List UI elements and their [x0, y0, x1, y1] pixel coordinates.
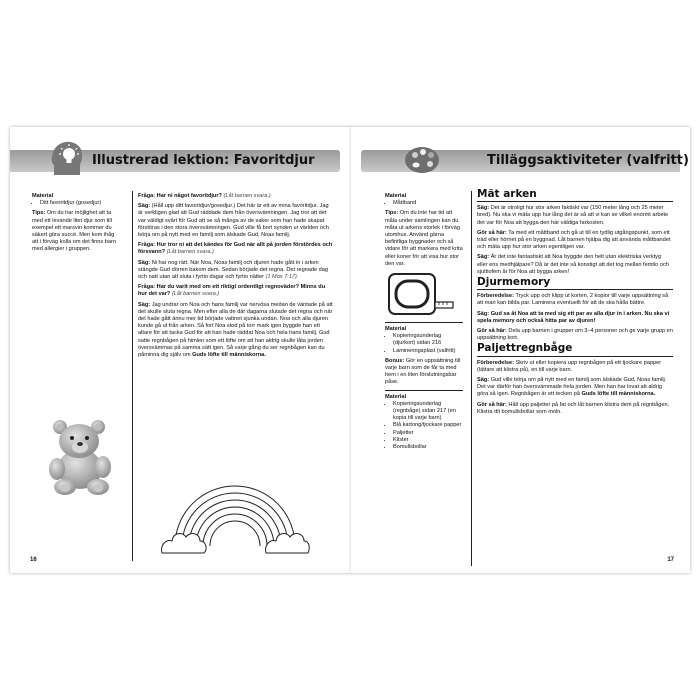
- para-label: Gör så här:: [477, 229, 507, 236]
- bonus-label: Bonus:: [385, 357, 405, 364]
- paint-palette-icon: [403, 144, 441, 176]
- activity-paragraph: [477, 230, 673, 252]
- tips-paragraph: [32, 210, 120, 253]
- para-text: Har ni något favoritdjur?: [156, 193, 222, 199]
- teddy-bear-illustration: [40, 417, 120, 497]
- para-label: Säg:: [138, 203, 151, 210]
- para-text: Gud ville börja om på nytt med en familj som älskade Gud, Noas familj. Det var därför han översvämmade hela jorden. Men han har lovat att aldrig göra så igen. Regnbågen är ett tecken på: [477, 377, 667, 398]
- section-rule: [477, 356, 673, 357]
- material-item: • Kopieringsunderlag (djurkort) sidan 216: [393, 333, 463, 347]
- material-list: [32, 200, 120, 207]
- para-text: (Håll upp ditt favoritdjur/gosedjur.) Det här är ett av mina favoritdjur. Jag är verkligen glad att Gud räddade dem från översvämningen. Jag tror att det var väldigt svårt för Gud att se så många av de saker som han hade skapat förstöras i den stora översvämningen. Gud ville få bort synden ur världen och börja om på nytt med en familj som älskade Gud, Noas familj.: [138, 203, 329, 239]
- para-label: Fråga:: [138, 284, 156, 291]
- activity-paragraph: [477, 377, 673, 399]
- tape-measure-illustration: [387, 272, 455, 316]
- para-note: (Låt barnen svara.): [171, 291, 220, 298]
- para-label: Gör så här:: [477, 328, 507, 335]
- para-note: (Låt barnen svara.): [223, 193, 271, 199]
- para-text: Tryck upp och klipp ut korten, 2 kopior till varje uppsättning så att man kan bilda par. Laminera eventuellt för att de ska hålla bättre.: [477, 293, 669, 307]
- activity-paragraph: [477, 205, 673, 227]
- section-divider: [385, 322, 463, 323]
- activities-text: [477, 189, 673, 419]
- tips-paragraph: [385, 210, 463, 268]
- page-title: Tilläggsaktiviteter (valfritt): [487, 153, 689, 168]
- material-label: Material: [385, 193, 407, 199]
- para-label: Fråga:: [138, 242, 156, 249]
- para-text: Dela upp barnen i grupper om 3–4 personer och ge varje grupp en uppsättning kort.: [477, 328, 673, 342]
- para-text: Gud sa åt Noa att ta med sig ett par av alla djur in i arken. Nu ska vi spela memory och också hitta par av djuren!: [477, 310, 670, 324]
- section-title: Mät arken: [477, 188, 537, 200]
- tips-label: Tips:: [385, 210, 399, 217]
- para-label: Säg:: [477, 254, 490, 261]
- activity-paragraph: [477, 254, 673, 276]
- para-text: Hur tror ni att det kändes för Gud när allt på jorden förstördes och försvann?: [138, 242, 333, 256]
- tips-text: Om du har möjlighet att ta med ett levande litet djur som till exempel ett marsvin kommer du säkert göra succé. Men kom ihåg att i förväg kolla om det finns barn med allergier i gruppen.: [32, 210, 116, 253]
- rainbow-illustration: [160, 461, 310, 561]
- para-label: Säg:: [477, 310, 490, 317]
- para-note: (1 Mos 7:17).: [265, 274, 299, 281]
- lesson-paragraph: [138, 193, 334, 200]
- section-title: Djurmemory: [477, 276, 551, 289]
- para-text: Har du varit med om ett riktigt ordentligt regnoväder? Minns du hur det var?: [138, 284, 326, 298]
- tips-text: Om du inte har tid att måla under samlingen kan du måta ut arkens storlek i förväg utomhus. Använd gärna befintliga byggnader och så vidare för att markera med krita eller koner för att visa hur stor den var.: [385, 210, 463, 267]
- page-number: 17: [667, 557, 674, 563]
- tips-label: Tips:: [32, 210, 46, 217]
- para-label: Säg:: [138, 259, 151, 266]
- para-text: Ni har nog rätt. När Noa, Noas familj och djuren hade gått in i arken stängde Gud dörren bakom dem. Sedan började det regna. Det regnade dag och natt utan att sluta i fyrtio dagar och fyrtio nätter: [138, 259, 329, 281]
- lesson-paragraph: [138, 203, 334, 239]
- left-sidebar: [32, 193, 120, 257]
- right-sidebar: [385, 193, 463, 454]
- right-page: [351, 127, 690, 573]
- activity-paragraph: [477, 311, 673, 325]
- material-item: • Paljetter: [393, 430, 463, 437]
- para-text: Jag undrar om Noa och hans familj var nervösa medan de väntade på att det skulle sluta regna. Men efter alla de där dagarna slutade det regna och när det hade gått ännu mer tid började vattnet sjunka undan. Noa och alla djuren kunde gå ut från arken. Så fort Noa stod på torr mark igen byggde han ett altare för att tacka Gud för att han hade räddat Noa och hela hans familj. Gud satte regnbågen på himlen som ett löfte om att han aldrig skulle låta jorden översvämmas på samma sätt igen. Så varje gång du ser regnbågen kan du påminna dig själv om: [138, 301, 333, 359]
- lightbulb-head-icon: [48, 139, 86, 177]
- lesson-paragraph: [138, 242, 334, 256]
- material-item: • Måttband: [393, 200, 463, 207]
- material-item: • Klister: [393, 437, 463, 444]
- material-item: • Ditt favoritdjur (gosedjur): [40, 200, 120, 207]
- bonus-text: Gör en uppsättning till varje barn som de får ta med hem i en liten förslutningsbar påse.: [385, 357, 461, 386]
- lesson-paragraph: [138, 284, 334, 298]
- para-label: Förberedelse:: [477, 293, 514, 300]
- lesson-text: [138, 193, 334, 362]
- page-title: Illustrerad lektion: Favoritdjur: [92, 153, 315, 168]
- material-label: Material: [32, 193, 54, 199]
- para-text: Är det inte fantastiskt att Noa byggde den helt utan elektriska verktyg eller ens medhjälpare? Då är det inte så konstigt att det tog mellan femtio och sjuttiofem år för Noa att bygga arken!: [477, 254, 669, 275]
- para-text: Håll upp paljetter på fat och låt barnen klistra dem på regnbågen. Klistra dit bomullsbollar som moln.: [477, 401, 670, 415]
- column-divider: [132, 191, 133, 561]
- material-list: [385, 200, 463, 207]
- activity-paragraph: [477, 328, 673, 342]
- para-text: Skriv ut eller kopiera upp regnbågen på ett tjockare papper (lättare att klistra på), en till varje barn.: [477, 359, 662, 373]
- left-page: [10, 127, 349, 573]
- material-label: Material: [385, 326, 407, 333]
- material-label: Material: [385, 393, 407, 400]
- section-rule: [477, 201, 673, 202]
- lesson-paragraph: [138, 260, 334, 282]
- material-list: [385, 401, 463, 451]
- section-divider: [385, 390, 463, 391]
- material-item: • Kopieringsunderlag (regnbåge) sidan 217 (en kopia till varje barn): [393, 401, 463, 423]
- activity-paragraph: [477, 293, 673, 307]
- book-spread: [10, 127, 690, 573]
- material-item: • Bomullsbollar: [393, 444, 463, 451]
- material-item: • Lamineringsplast (valfritt): [393, 348, 463, 355]
- para-bold-tail: Guds löfte till människorna.: [581, 391, 656, 398]
- page-number: 16: [30, 557, 37, 563]
- material-list: [385, 333, 463, 355]
- para-bold-tail: Guds löfte till människorna.: [192, 352, 266, 359]
- activity-paragraph: [477, 402, 673, 416]
- para-label: Fråga:: [138, 193, 156, 199]
- lesson-paragraph: [138, 302, 334, 360]
- para-label: Gör så här:: [477, 401, 507, 408]
- para-text: Ta med ett måttband och gå ut till en tydlig utgångspunkt, som ett träd eller hörnet på en byggnad. Låt barnen hjälpa dig att använda måttbandet och mäta upp hur stor arken egentligen var.: [477, 229, 671, 251]
- column-divider: [471, 191, 472, 566]
- para-note: (Låt barnen svara.): [166, 249, 214, 256]
- material-item: • Blå kartong/tjockare papper: [393, 422, 463, 429]
- para-label: Säg:: [138, 301, 151, 308]
- para-label: Säg:: [477, 205, 490, 212]
- para-text: Det är otroligt hur stor arken faktiskt var (150 meter lång och 25 meter bred). Nu ska vi mäta upp hur lång det är så att vi kan se vilket enormt arbete det var för Noa att bygga den här väldiga farkosten.: [477, 205, 669, 226]
- bonus-paragraph: [385, 358, 463, 387]
- activity-paragraph: [477, 360, 673, 374]
- para-label: Förberedelse:: [477, 359, 514, 366]
- section-title: Paljettregnbåge: [477, 342, 573, 355]
- para-label: Säg:: [477, 377, 490, 384]
- section-rule: [477, 289, 673, 290]
